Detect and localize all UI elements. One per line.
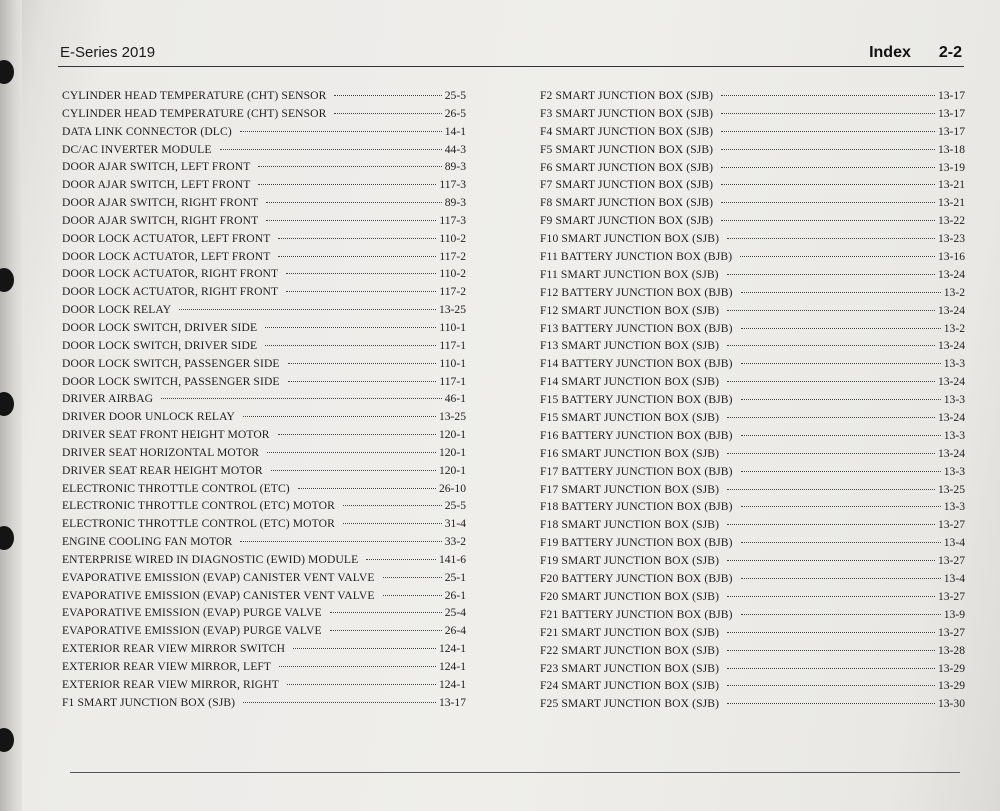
dot-leader — [220, 149, 442, 150]
entry-label: CYLINDER HEAD TEMPERATURE (CHT) SENSOR — [62, 106, 327, 120]
entry-label: DRIVER SEAT FRONT HEIGHT MOTOR — [62, 428, 270, 442]
entry-page: 110-2 — [439, 231, 466, 245]
index-entry — [62, 428, 466, 446]
entry-label: F15 SMART JUNCTION BOX (SJB) — [540, 411, 720, 425]
dot-leader — [240, 541, 441, 542]
dot-leader — [727, 524, 935, 525]
index-entry — [540, 196, 965, 214]
page-number: 2-2 — [938, 44, 962, 61]
index-entry — [62, 89, 466, 107]
dot-leader — [741, 471, 941, 472]
entry-label: DRIVER DOOR UNLOCK RELAY — [62, 410, 235, 424]
entry-page: 44-3 — [444, 142, 466, 156]
index-entry — [540, 429, 965, 447]
dot-leader — [287, 684, 436, 685]
entry-page: 13-4 — [943, 536, 965, 550]
dot-leader — [334, 113, 441, 114]
index-entry — [540, 644, 965, 662]
entry-label: F12 BATTERY JUNCTION BOX (BJB) — [540, 285, 733, 299]
entry-label: F24 SMART JUNCTION BOX (SJB) — [540, 679, 720, 693]
index-entry — [62, 571, 466, 589]
entry-label: DOOR LOCK ACTUATOR, LEFT FRONT — [62, 231, 271, 245]
index-entry — [540, 500, 965, 518]
dot-leader — [727, 596, 935, 597]
index-entry — [62, 606, 466, 624]
entry-page: 13-27 — [937, 518, 965, 532]
entry-page: 25-4 — [444, 606, 466, 620]
index-entry — [62, 321, 466, 339]
dot-leader — [727, 668, 935, 669]
index-entry — [62, 678, 466, 696]
dot-leader — [266, 220, 436, 221]
dot-leader — [293, 648, 436, 649]
entry-label: ENGINE COOLING FAN MOTOR — [62, 535, 233, 549]
index-entry — [540, 357, 965, 375]
index-entry — [62, 535, 466, 553]
dot-leader — [741, 399, 941, 400]
index-entry — [540, 143, 965, 161]
entry-label: F20 BATTERY JUNCTION BOX (BJB) — [540, 572, 733, 586]
entry-page: 117-3 — [439, 213, 466, 227]
dot-leader — [286, 273, 436, 274]
entry-page: 110-1 — [439, 320, 466, 334]
entry-page: 13-24 — [937, 267, 965, 281]
entry-page: 13-4 — [943, 572, 965, 586]
index-entry — [540, 304, 965, 322]
entry-label: ELECTRONIC THROTTLE CONTROL (ETC) MOTOR — [62, 499, 335, 513]
index-entry — [62, 178, 466, 196]
entry-label: DOOR LOCK ACTUATOR, RIGHT FRONT — [62, 285, 279, 299]
entry-page: 117-2 — [439, 285, 466, 299]
entry-page: 13-3 — [943, 464, 965, 478]
header-rule — [58, 66, 964, 67]
entry-page: 13-30 — [937, 697, 965, 711]
entry-label: DOOR AJAR SWITCH, LEFT FRONT — [62, 160, 251, 174]
index-entry — [540, 322, 965, 340]
dot-leader — [383, 577, 442, 578]
index-entry — [540, 214, 965, 232]
entry-label: F11 BATTERY JUNCTION BOX (BJB) — [540, 250, 733, 264]
entry-page: 26-10 — [438, 481, 466, 495]
entry-label: F10 SMART JUNCTION BOX (SJB) — [540, 232, 720, 246]
entry-page: 13-17 — [937, 124, 965, 138]
dot-leader — [740, 256, 935, 257]
dot-leader — [721, 149, 935, 150]
entry-label: F3 SMART JUNCTION BOX (SJB) — [540, 106, 714, 120]
entry-page: 124-1 — [438, 660, 466, 673]
entry-page: 13-24 — [937, 303, 965, 317]
dot-leader — [721, 113, 935, 114]
dot-leader — [334, 95, 441, 96]
entry-page: 13-21 — [937, 178, 965, 192]
entry-page: 26-1 — [444, 588, 466, 602]
index-entry — [540, 662, 965, 680]
index-entry — [540, 339, 965, 357]
entry-page: 117-3 — [439, 178, 466, 192]
dot-leader — [741, 435, 941, 436]
index-entry — [540, 411, 965, 429]
entry-label: DOOR AJAR SWITCH, RIGHT FRONT — [62, 196, 259, 210]
index-entry — [540, 572, 965, 590]
dot-leader — [161, 398, 442, 399]
dot-leader — [727, 650, 935, 651]
dot-leader — [721, 95, 935, 96]
index-entry — [62, 482, 466, 500]
dot-leader — [727, 685, 935, 686]
entry-label: CYLINDER HEAD TEMPERATURE (CHT) SENSOR — [62, 89, 327, 102]
dot-leader — [343, 505, 442, 506]
entry-page: 26-4 — [444, 624, 466, 638]
dot-leader — [741, 506, 941, 507]
dot-leader — [727, 489, 935, 490]
entry-page: 13-27 — [937, 625, 965, 639]
index-entry — [62, 232, 466, 250]
entry-page: 13-2 — [943, 321, 965, 335]
entry-label: F22 SMART JUNCTION BOX (SJB) — [540, 643, 720, 657]
dot-leader — [286, 291, 436, 292]
entry-page: 13-25 — [438, 410, 466, 424]
entry-label: F19 SMART JUNCTION BOX (SJB) — [540, 554, 720, 568]
entry-label: DOOR AJAR SWITCH, RIGHT FRONT — [62, 213, 259, 227]
entry-page: 13-24 — [937, 446, 965, 460]
entry-page: 124-1 — [438, 677, 466, 691]
entry-page: 31-4 — [444, 517, 466, 531]
entry-page: 141-6 — [438, 552, 466, 566]
entry-label: ELECTRONIC THROTTLE CONTROL (ETC) MOTOR — [62, 517, 335, 531]
index-entry — [540, 483, 965, 501]
index-entry — [62, 553, 466, 571]
dot-leader — [727, 381, 935, 382]
index-entry — [540, 465, 965, 483]
index-entry — [62, 375, 466, 393]
index-entry — [540, 518, 965, 536]
dot-leader — [727, 453, 935, 454]
dot-leader — [278, 256, 436, 257]
dot-leader — [727, 345, 935, 346]
index-entry — [540, 268, 965, 286]
entry-label: F1 SMART JUNCTION BOX (SJB) — [62, 695, 236, 709]
dot-leader — [267, 452, 436, 453]
index-entry — [62, 267, 466, 285]
entry-page: 25-1 — [444, 570, 466, 584]
entry-page: 25-5 — [444, 89, 466, 102]
entry-page: 117-2 — [439, 249, 466, 263]
index-column-left — [62, 89, 466, 714]
index-entry — [62, 339, 466, 357]
dot-leader — [741, 578, 941, 579]
entry-page: 89-3 — [444, 196, 466, 210]
index-entry — [62, 214, 466, 232]
entry-label: F13 SMART JUNCTION BOX (SJB) — [540, 339, 720, 353]
entry-label: F23 SMART JUNCTION BOX (SJB) — [540, 661, 720, 675]
dot-leader — [343, 523, 442, 524]
entry-label: DOOR LOCK SWITCH, PASSENGER SIDE — [62, 374, 280, 388]
index-entry — [62, 196, 466, 214]
entry-page: 13-16 — [937, 250, 965, 264]
index-entry — [62, 660, 466, 678]
entry-label: F13 BATTERY JUNCTION BOX (BJB) — [540, 321, 733, 335]
dot-leader — [721, 184, 935, 185]
entry-page: 46-1 — [444, 392, 466, 406]
entry-page: 13-23 — [937, 232, 965, 246]
entry-label: F9 SMART JUNCTION BOX (SJB) — [540, 214, 714, 228]
index-entry — [540, 590, 965, 608]
entry-label: ENTERPRISE WIRED IN DIAGNOSTIC (EWID) MODULE — [62, 552, 359, 566]
dot-leader — [727, 274, 935, 275]
entry-label: ELECTRONIC THROTTLE CONTROL (ETC) — [62, 481, 290, 495]
entry-label: EVAPORATIVE EMISSION (EVAP) CANISTER VENT VALVE — [62, 570, 375, 584]
dot-leader — [266, 202, 441, 203]
dot-leader — [727, 238, 935, 239]
entry-page: 13-29 — [937, 661, 965, 675]
index-entry — [62, 696, 466, 714]
dot-leader — [721, 131, 935, 132]
entry-label: F25 SMART JUNCTION BOX (SJB) — [540, 697, 720, 711]
entry-page: 120-1 — [438, 445, 466, 459]
dot-leader — [366, 559, 436, 560]
entry-label: EVAPORATIVE EMISSION (EVAP) PURGE VALVE — [62, 606, 322, 620]
entry-label: F8 SMART JUNCTION BOX (SJB) — [540, 196, 714, 210]
index-entry — [540, 554, 965, 572]
entry-label: EXTERIOR REAR VIEW MIRROR SWITCH — [62, 642, 286, 656]
page-header-right — [869, 44, 962, 62]
dot-leader — [741, 614, 941, 615]
index-entry — [62, 499, 466, 517]
dot-leader — [243, 702, 436, 703]
entry-page: 120-1 — [438, 428, 466, 442]
entry-page: 13-19 — [937, 160, 965, 174]
entry-label: F18 BATTERY JUNCTION BOX (BJB) — [540, 500, 733, 514]
entry-page: 120-1 — [438, 463, 466, 477]
index-entry — [540, 679, 965, 697]
index-entry — [62, 410, 466, 428]
dot-leader — [271, 470, 436, 471]
dot-leader — [741, 363, 941, 364]
index-entry — [62, 285, 466, 303]
entry-page: 13-17 — [937, 106, 965, 120]
entry-page: 13-3 — [943, 393, 965, 407]
dot-leader — [741, 542, 941, 543]
index-entry — [540, 286, 965, 304]
index-entry — [62, 160, 466, 178]
entry-page: 14-1 — [444, 124, 466, 138]
dot-leader — [258, 166, 441, 167]
entry-label: F5 SMART JUNCTION BOX (SJB) — [540, 142, 714, 156]
entry-page: 13-22 — [937, 214, 965, 228]
entry-page: 26-5 — [444, 106, 466, 120]
dot-leader — [727, 703, 935, 704]
dot-leader — [721, 202, 935, 203]
entry-label: F2 SMART JUNCTION BOX (SJB) — [540, 89, 714, 102]
index-entry — [62, 517, 466, 535]
index-entry — [540, 232, 965, 250]
entry-label: DRIVER AIRBAG — [62, 392, 154, 406]
entry-label: DOOR AJAR SWITCH, LEFT FRONT — [62, 178, 251, 192]
index-entry — [540, 626, 965, 644]
entry-label: DRIVER SEAT HORIZONTAL MOTOR — [62, 445, 260, 459]
dot-leader — [265, 345, 436, 346]
index-column-right — [540, 89, 965, 715]
entry-label: EVAPORATIVE EMISSION (EVAP) CANISTER VENT VALVE — [62, 588, 375, 602]
entry-page: 13-21 — [937, 196, 965, 210]
dot-leader — [383, 595, 442, 596]
entry-label: F21 SMART JUNCTION BOX (SJB) — [540, 625, 720, 639]
entry-label: DRIVER SEAT REAR HEIGHT MOTOR — [62, 463, 263, 477]
index-entry — [62, 642, 466, 660]
entry-page: 13-25 — [937, 482, 965, 496]
index-entry — [540, 536, 965, 554]
dot-leader — [298, 488, 436, 489]
entry-label: F7 SMART JUNCTION BOX (SJB) — [540, 178, 714, 192]
entry-label: DOOR LOCK SWITCH, PASSENGER SIDE — [62, 356, 280, 370]
index-entry — [62, 250, 466, 268]
dot-leader — [727, 310, 935, 311]
entry-label: F6 SMART JUNCTION BOX (SJB) — [540, 160, 714, 174]
entry-page: 13-27 — [937, 554, 965, 568]
dot-leader — [278, 238, 436, 239]
entry-label: EXTERIOR REAR VIEW MIRROR, RIGHT — [62, 677, 279, 691]
entry-page: 13-17 — [937, 89, 965, 102]
entry-label: F12 SMART JUNCTION BOX (SJB) — [540, 303, 720, 317]
manual-title: E-Series 2019 — [60, 44, 156, 61]
index-entry — [62, 107, 466, 125]
dot-leader — [288, 381, 437, 382]
entry-page: 13-28 — [937, 643, 965, 657]
dot-leader — [240, 131, 442, 132]
dot-leader — [288, 363, 437, 364]
dot-leader — [721, 220, 935, 221]
index-entry — [62, 303, 466, 321]
index-entry — [540, 608, 965, 626]
entry-page: 13-25 — [438, 303, 466, 317]
dot-leader — [741, 292, 941, 293]
entry-label: F18 SMART JUNCTION BOX (SJB) — [540, 518, 720, 532]
dot-leader — [279, 666, 436, 667]
entry-page: 117-1 — [439, 374, 466, 388]
index-entry — [540, 161, 965, 179]
index-entry — [62, 143, 466, 161]
entry-label: F17 BATTERY JUNCTION BOX (BJB) — [540, 464, 733, 478]
entry-page: 110-1 — [439, 356, 466, 370]
index-entry — [540, 447, 965, 465]
index-entry — [62, 446, 466, 464]
index-entry — [540, 125, 965, 143]
dot-leader — [727, 560, 935, 561]
entry-label: F14 BATTERY JUNCTION BOX (BJB) — [540, 357, 733, 371]
entry-page: 117-1 — [439, 338, 466, 352]
entry-label: F19 BATTERY JUNCTION BOX (BJB) — [540, 536, 733, 550]
entry-label: F14 SMART JUNCTION BOX (SJB) — [540, 375, 720, 389]
index-entry — [62, 624, 466, 642]
entry-label: EXTERIOR REAR VIEW MIRROR, LEFT — [62, 660, 272, 673]
index-entry — [540, 393, 965, 411]
entry-page: 33-2 — [444, 535, 466, 549]
index-entry — [540, 89, 965, 107]
entry-page: 13-27 — [937, 589, 965, 603]
entry-page: 13-3 — [943, 500, 965, 514]
entry-label: F17 SMART JUNCTION BOX (SJB) — [540, 482, 720, 496]
entry-label: DOOR LOCK ACTUATOR, RIGHT FRONT — [62, 267, 279, 281]
entry-label: EVAPORATIVE EMISSION (EVAP) PURGE VALVE — [62, 624, 322, 638]
entry-label: F15 BATTERY JUNCTION BOX (BJB) — [540, 393, 733, 407]
index-entry — [540, 375, 965, 393]
entry-page: 13-24 — [937, 339, 965, 353]
entry-page: 13-3 — [943, 357, 965, 371]
entry-label: DC/AC INVERTER MODULE — [62, 142, 212, 156]
entry-page: 124-1 — [438, 642, 466, 656]
dot-leader — [727, 632, 935, 633]
dot-leader — [258, 184, 436, 185]
entry-label: F20 SMART JUNCTION BOX (SJB) — [540, 589, 720, 603]
dot-leader — [330, 630, 442, 631]
entry-label: DOOR LOCK ACTUATOR, LEFT FRONT — [62, 249, 271, 263]
entry-label: F16 SMART JUNCTION BOX (SJB) — [540, 446, 720, 460]
dot-leader — [721, 167, 935, 168]
entry-page: 13-18 — [937, 142, 965, 156]
index-entry — [540, 178, 965, 196]
index-entry — [540, 107, 965, 125]
index-entry — [62, 357, 466, 375]
entry-page: 13-17 — [438, 695, 466, 709]
entry-page: 13-9 — [943, 607, 965, 621]
dot-leader — [741, 328, 941, 329]
dot-leader — [243, 416, 436, 417]
footer-rule — [70, 772, 960, 773]
dot-leader — [278, 434, 436, 435]
index-entry — [540, 250, 965, 268]
entry-page: 110-2 — [439, 267, 466, 281]
entry-label: DOOR LOCK RELAY — [62, 303, 172, 317]
entry-label: F21 BATTERY JUNCTION BOX (BJB) — [540, 607, 733, 621]
dot-leader — [727, 417, 935, 418]
entry-label: F4 SMART JUNCTION BOX (SJB) — [540, 124, 714, 138]
dot-leader — [265, 327, 436, 328]
entry-label: DATA LINK CONNECTOR (DLC) — [62, 124, 232, 138]
entry-page: 89-3 — [444, 160, 466, 174]
dot-leader — [179, 309, 436, 310]
dot-leader — [330, 612, 442, 613]
index-entry — [62, 589, 466, 607]
entry-page: 13-24 — [937, 375, 965, 389]
index-entry — [62, 392, 466, 410]
index-entry — [540, 697, 965, 715]
entry-page: 13-29 — [937, 679, 965, 693]
entry-label: DOOR LOCK SWITCH, DRIVER SIDE — [62, 338, 258, 352]
index-entry — [62, 125, 466, 143]
entry-page: 13-24 — [937, 411, 965, 425]
section-title: Index — [869, 44, 911, 61]
index-entry — [62, 464, 466, 482]
entry-page: 13-3 — [943, 428, 965, 442]
entry-page: 25-5 — [444, 499, 466, 513]
entry-label: F11 SMART JUNCTION BOX (SJB) — [540, 267, 719, 281]
entry-label: DOOR LOCK SWITCH, DRIVER SIDE — [62, 320, 258, 334]
entry-label: F16 BATTERY JUNCTION BOX (BJB) — [540, 428, 733, 442]
entry-page: 13-2 — [943, 285, 965, 299]
